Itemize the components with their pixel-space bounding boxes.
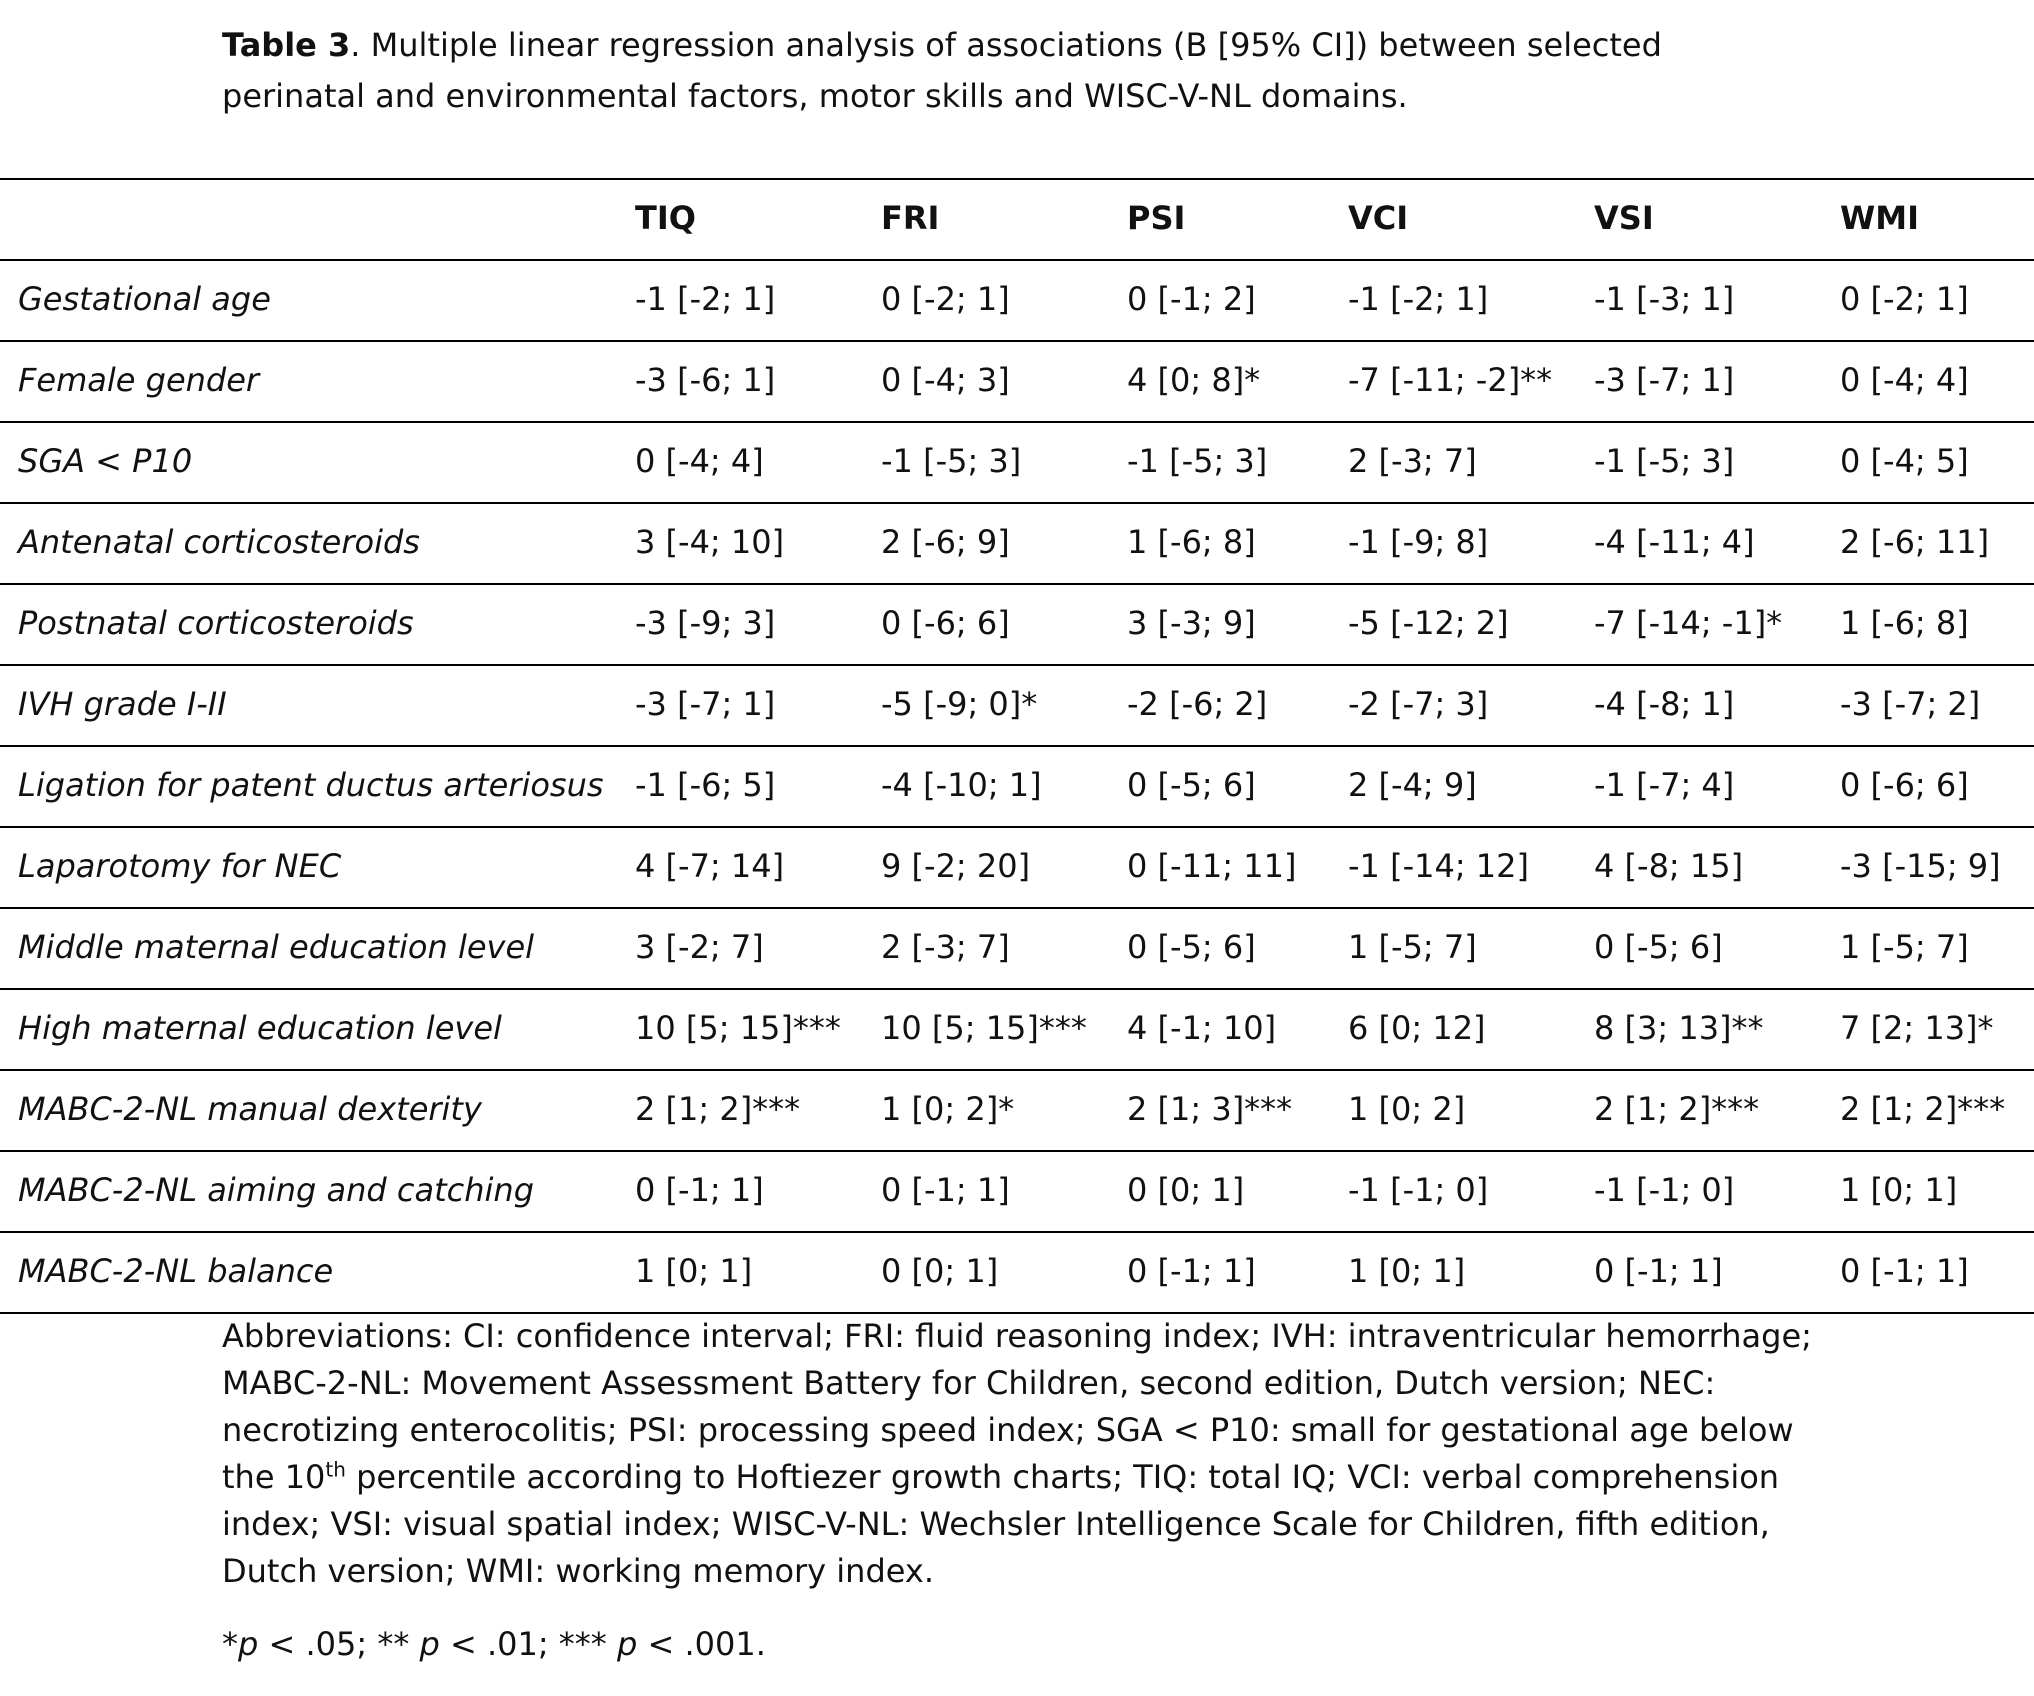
table-row (0, 422, 2034, 503)
row-label: MABC-2-NL aiming and catching (18, 1170, 534, 1209)
row-label: Postnatal corticosteroids (18, 603, 414, 642)
cell-psi: 2 [1; 3]*** (1127, 1089, 1293, 1128)
cell-fri: 0 [-6; 6] (881, 603, 1010, 642)
cell-tiq: 0 [-4; 4] (635, 441, 764, 480)
cell-vsi: 8 [3; 13]** (1594, 1008, 1764, 1047)
table-row (0, 503, 2034, 584)
cell-vci: -5 [-12; 2] (1348, 603, 1509, 642)
cell-wmi: 0 [-2; 1] (1840, 279, 1969, 318)
row-label: MABC-2-NL manual dexterity (18, 1089, 482, 1128)
cell-fri: 1 [0; 2]* (881, 1089, 1015, 1128)
cell-psi: 0 [0; 1] (1127, 1170, 1245, 1209)
row-label: High maternal education level (18, 1008, 502, 1047)
cell-wmi: 1 [0; 1] (1840, 1170, 1958, 1209)
cell-vci: -2 [-7; 3] (1348, 684, 1489, 723)
row-label: Middle maternal education level (18, 927, 535, 966)
abbreviations-note (222, 1313, 1812, 1595)
cell-vsi: -4 [-11; 4] (1594, 522, 1755, 561)
cell-vsi: 0 [-5; 6] (1594, 927, 1723, 966)
header-cell-psi: PSI (1127, 198, 1186, 237)
cell-fri: 0 [-4; 3] (881, 360, 1010, 399)
cell-psi: 0 [-5; 6] (1127, 765, 1256, 804)
cell-wmi: 1 [-5; 7] (1840, 927, 1969, 966)
cell-wmi: 2 [-6; 11] (1840, 522, 1990, 561)
cell-tiq: -1 [-2; 1] (635, 279, 776, 318)
cell-vsi: -1 [-5; 3] (1594, 441, 1735, 480)
row-label: Ligation for patent ductus arteriosus (18, 765, 604, 804)
sig-p-2: p (419, 1625, 440, 1663)
cell-tiq: 4 [-7; 14] (635, 846, 785, 885)
cell-vci: -1 [-2; 1] (1348, 279, 1489, 318)
cell-vsi: -4 [-8; 1] (1594, 684, 1735, 723)
sig-p-3: p (616, 1625, 638, 1663)
cell-fri: 2 [-3; 7] (881, 927, 1010, 966)
cell-tiq: -1 [-6; 5] (635, 765, 776, 804)
cell-psi: 1 [-6; 8] (1127, 522, 1256, 561)
cell-tiq: 1 [0; 1] (635, 1251, 753, 1290)
cell-fri: -1 [-5; 3] (881, 441, 1022, 480)
table-header-row (0, 179, 2034, 260)
table-row (0, 584, 2034, 665)
cell-wmi: -3 [-7; 2] (1840, 684, 1981, 723)
cell-psi: 4 [0; 8]* (1127, 360, 1261, 399)
cell-vsi: 2 [1; 2]*** (1594, 1089, 1760, 1128)
abbreviations-superscript: th (325, 1457, 346, 1482)
table-row (0, 260, 2034, 341)
row-label: Gestational age (18, 279, 271, 318)
cell-vsi: -7 [-14; -1]* (1594, 603, 1783, 642)
cell-vci: 1 [0; 2] (1348, 1089, 1466, 1128)
cell-wmi: 0 [-4; 5] (1840, 441, 1969, 480)
header-cell-vci: VCI (1348, 198, 1409, 237)
cell-fri: 0 [0; 1] (881, 1251, 999, 1290)
cell-tiq: 0 [-1; 1] (635, 1170, 764, 1209)
cell-vsi: -1 [-3; 1] (1594, 279, 1735, 318)
row-label: Antenatal corticosteroids (18, 522, 420, 561)
cell-vci: -7 [-11; -2]** (1348, 360, 1553, 399)
cell-vci: 1 [-5; 7] (1348, 927, 1477, 966)
abbreviations-text-end: percentile according to Hoftiezer growth charts; TIQ: total IQ; VCI: verbal comprehension index; VSI: visual spatial index; WISC-V-NL: Wechsler Intelligence Scale for Children, fifth edition, Dutch version; WMI: working memory index. (222, 1458, 1780, 1590)
cell-vci: -1 [-9; 8] (1348, 522, 1489, 561)
cell-fri: 10 [5; 15]*** (881, 1008, 1087, 1047)
cell-wmi: 7 [2; 13]* (1840, 1008, 1994, 1047)
cell-tiq: 3 [-4; 10] (635, 522, 785, 561)
table-row (0, 989, 2034, 1070)
sig-star: * (222, 1625, 238, 1663)
cell-vci: -1 [-14; 12] (1348, 846, 1529, 885)
cell-wmi: 0 [-6; 6] (1840, 765, 1969, 804)
row-label: Female gender (18, 360, 260, 399)
cell-psi: 0 [-1; 2] (1127, 279, 1256, 318)
cell-vsi: -1 [-1; 0] (1594, 1170, 1735, 1209)
header-cell-wmi: WMI (1840, 198, 1920, 237)
sig-p-1: p (238, 1625, 259, 1663)
cell-vsi: 0 [-1; 1] (1594, 1251, 1723, 1290)
cell-tiq: -3 [-6; 1] (635, 360, 776, 399)
cell-wmi: 2 [1; 2]*** (1840, 1089, 2006, 1128)
table-row (0, 746, 2034, 827)
cell-tiq: 10 [5; 15]*** (635, 1008, 841, 1047)
cell-wmi: -3 [-15; 9] (1840, 846, 2001, 885)
regression-table (0, 178, 2034, 1314)
header-cell-tiq: TIQ (635, 198, 696, 237)
cell-vci: 2 [-3; 7] (1348, 441, 1477, 480)
header-cell-fri: FRI (881, 198, 940, 237)
table-caption-text: . Multiple linear regression analysis of associations (B [95% CI]) between selected perinatal and environmental factors, motor skills and WISC-V-NL domains. (222, 26, 1662, 115)
table-row (0, 827, 2034, 908)
cell-vci: 6 [0; 12] (1348, 1008, 1486, 1047)
sig-text-3: < .001. (637, 1625, 766, 1663)
sig-text-1: < .05; ** (258, 1625, 420, 1663)
cell-psi: 0 [-5; 6] (1127, 927, 1256, 966)
row-label: Laparotomy for NEC (18, 846, 342, 885)
table-row (0, 1070, 2034, 1151)
table-row (0, 908, 2034, 989)
table-row (0, 1151, 2034, 1232)
cell-fri: 0 [-2; 1] (881, 279, 1010, 318)
cell-psi: 0 [-11; 11] (1127, 846, 1297, 885)
cell-tiq: 3 [-2; 7] (635, 927, 764, 966)
cell-tiq: -3 [-7; 1] (635, 684, 776, 723)
cell-psi: -2 [-6; 2] (1127, 684, 1268, 723)
cell-fri: 9 [-2; 20] (881, 846, 1031, 885)
cell-vci: 2 [-4; 9] (1348, 765, 1477, 804)
cell-vsi: -1 [-7; 4] (1594, 765, 1735, 804)
cell-wmi: 0 [-4; 4] (1840, 360, 1969, 399)
cell-psi: 3 [-3; 9] (1127, 603, 1256, 642)
cell-fri: 0 [-1; 1] (881, 1170, 1010, 1209)
table-row (0, 665, 2034, 746)
cell-psi: 4 [-1; 10] (1127, 1008, 1277, 1047)
header-cell-empty (0, 179, 635, 260)
table-row (0, 341, 2034, 422)
abbreviations-text-start: Abbreviations: CI: confidence interval; FRI: fluid reasoning index; IVH: intraventricular hemorrhage; MABC-2-NL: Movement Assessment Battery for Children, second edition, Dutch version; NEC: necrotizing enterocolitis; PSI: processing speed index; SGA < P10: small for gestational age below the 10 (222, 1317, 1812, 1496)
cell-psi: -1 [-5; 3] (1127, 441, 1268, 480)
significance-note (222, 1622, 766, 1666)
cell-fri: -5 [-9; 0]* (881, 684, 1038, 723)
cell-fri: 2 [-6; 9] (881, 522, 1010, 561)
cell-vsi: -3 [-7; 1] (1594, 360, 1735, 399)
table-row (0, 1232, 2034, 1313)
cell-vsi: 4 [-8; 15] (1594, 846, 1744, 885)
row-label: MABC-2-NL balance (18, 1251, 334, 1290)
header-cell-vsi: VSI (1594, 198, 1654, 237)
cell-tiq: -3 [-9; 3] (635, 603, 776, 642)
cell-fri: -4 [-10; 1] (881, 765, 1042, 804)
cell-tiq: 2 [1; 2]*** (635, 1089, 801, 1128)
table-body (0, 260, 2034, 1313)
cell-wmi: 0 [-1; 1] (1840, 1251, 1969, 1290)
row-label: SGA < P10 (18, 441, 193, 480)
cell-vci: 1 [0; 1] (1348, 1251, 1466, 1290)
cell-psi: 0 [-1; 1] (1127, 1251, 1256, 1290)
table-caption (222, 20, 1782, 122)
row-label: IVH grade I-II (18, 684, 227, 723)
cell-wmi: 1 [-6; 8] (1840, 603, 1969, 642)
table-caption-label: Table 3 (222, 26, 351, 64)
cell-vci: -1 [-1; 0] (1348, 1170, 1489, 1209)
sig-text-2: < .01; *** (439, 1625, 617, 1663)
